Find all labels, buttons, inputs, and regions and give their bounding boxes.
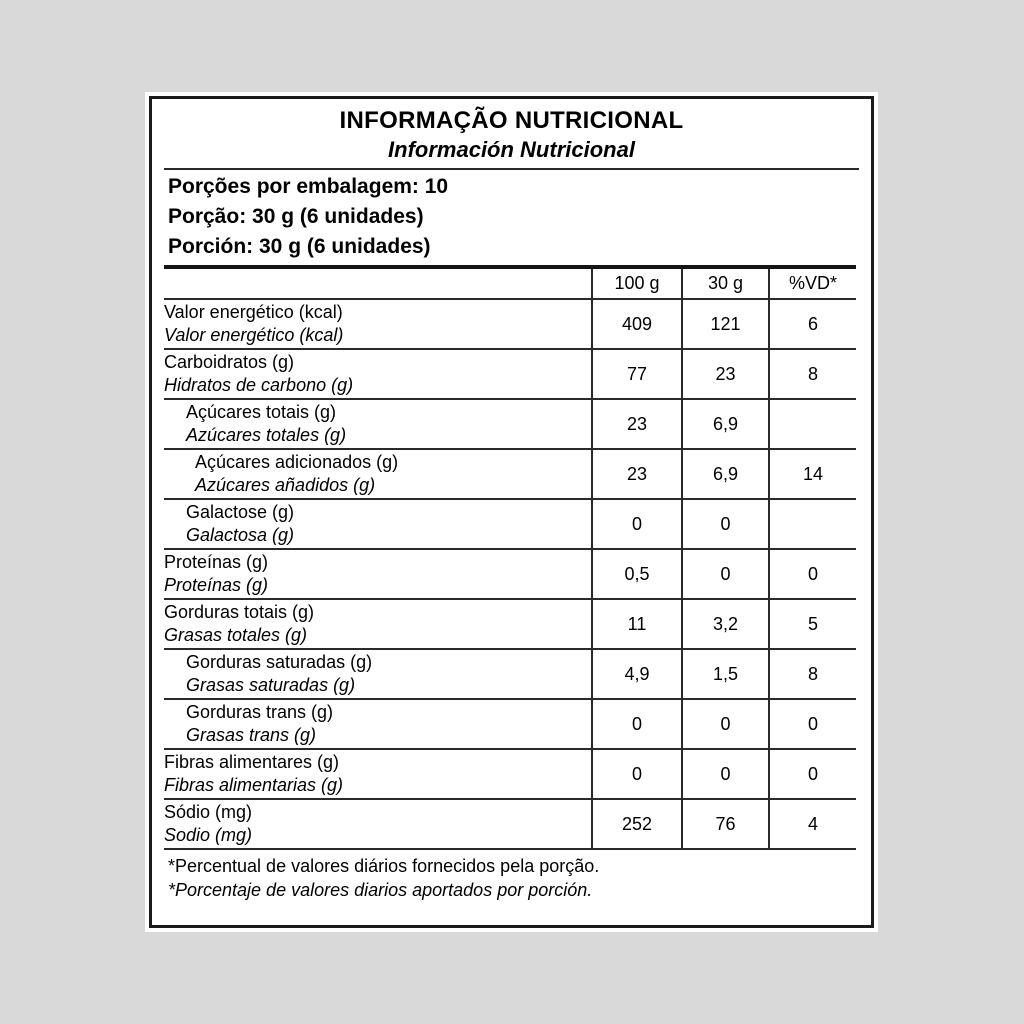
footnote-es: *Porcentaje de valores diarios aportados por porción. [168,880,593,900]
nutrition-label-card [145,92,878,932]
table-row-galactose [164,499,856,549]
nutrient-name-pt: Valor energético (kcal) [164,302,343,322]
value-100g: 0 [592,699,682,749]
nutrient-name-es: Sodio (mg) [164,825,253,845]
table-row-sodium [164,799,856,849]
table-row-total-sugars [164,399,856,449]
servings-per-package: Porções por embalagem: 10 [168,175,449,198]
value-30g: 76 [682,799,769,849]
table-header-row [164,267,856,299]
nutrient-name-pt: Gorduras saturadas (g) [186,652,373,672]
value-100g: 77 [592,349,682,399]
value-30g: 6,9 [682,449,769,499]
nutrient-name-pt: Galactose (g) [186,502,295,522]
nutrient-name-pt: Carboidratos (g) [164,352,295,372]
nutrient-name-es: Azúcares totales (g) [186,425,347,445]
nutrient-name-es: Grasas totales (g) [164,625,308,645]
value-30g: 121 [682,299,769,349]
nutrition-table [164,265,856,850]
value-vd: 0 [769,699,856,749]
col-header-100g: 100 g [592,267,682,299]
value-30g: 3,2 [682,599,769,649]
value-100g: 4,9 [592,649,682,699]
nutrient-name-es: Grasas saturadas (g) [186,675,356,695]
nutrition-label-border [149,96,874,928]
nutrient-name-es: Valor energético (kcal) [164,325,344,345]
col-header-vd: %VD* [769,267,856,299]
value-100g: 11 [592,599,682,649]
value-vd: 0 [769,749,856,799]
value-vd: 6 [769,299,856,349]
nutrient-name-pt: Gorduras trans (g) [186,702,334,722]
value-vd: 8 [769,649,856,699]
table-row-total-fat [164,599,856,649]
nutrient-name-pt: Açúcares totais (g) [186,402,337,422]
footnote-pt: *Percentual de valores diários fornecidos pela porção. [168,856,600,876]
value-vd: 5 [769,599,856,649]
value-30g: 0 [682,549,769,599]
nutrient-name-pt: Proteínas (g) [164,552,269,572]
serving-size-pt: Porção: 30 g (6 unidades) [168,205,424,228]
value-100g: 23 [592,399,682,449]
value-vd: 0 [769,549,856,599]
nutrient-name-es: Proteínas (g) [164,575,269,595]
table-row-saturated-fat [164,649,856,699]
nutrient-name-pt: Sódio (mg) [164,802,253,822]
table-row-trans-fat [164,699,856,749]
table-row-carbs [164,349,856,399]
col-header-nutrient [164,267,592,299]
value-30g: 1,5 [682,649,769,699]
value-30g: 0 [682,749,769,799]
value-100g: 409 [592,299,682,349]
value-vd: 4 [769,799,856,849]
label-title: INFORMAÇÃO NUTRICIONAL [339,107,684,134]
value-100g: 0 [592,499,682,549]
nutrient-name-pt: Fibras alimentares (g) [164,752,340,772]
table-row-fiber [164,749,856,799]
value-100g: 0 [592,749,682,799]
value-vd [769,399,856,449]
value-vd: 14 [769,449,856,499]
footnotes [164,850,859,902]
value-30g: 0 [682,699,769,749]
table-row-energy [164,299,856,349]
nutrient-name-es: Hidratos de carbono (g) [164,375,354,395]
nutrient-name-pt: Gorduras totais (g) [164,602,315,622]
value-100g: 252 [592,799,682,849]
serving-info [164,170,859,265]
value-30g: 0 [682,499,769,549]
value-vd [769,499,856,549]
value-vd: 8 [769,349,856,399]
nutrient-name-es: Galactosa (g) [186,525,295,545]
nutrient-name-es: Grasas trans (g) [186,725,317,745]
value-100g: 0,5 [592,549,682,599]
table-row-protein [164,549,856,599]
serving-size-es: Porción: 30 g (6 unidades) [168,235,431,258]
col-header-30g: 30 g [682,267,769,299]
table-row-added-sugars [164,449,856,499]
value-100g: 23 [592,449,682,499]
value-30g: 23 [682,349,769,399]
label-subtitle: Información Nutricional [388,137,635,162]
nutrient-name-es: Fibras alimentarias (g) [164,775,344,795]
nutrient-name-es: Azúcares añadidos (g) [195,475,376,495]
nutrient-name-pt: Açúcares adicionados (g) [195,452,399,472]
value-30g: 6,9 [682,399,769,449]
